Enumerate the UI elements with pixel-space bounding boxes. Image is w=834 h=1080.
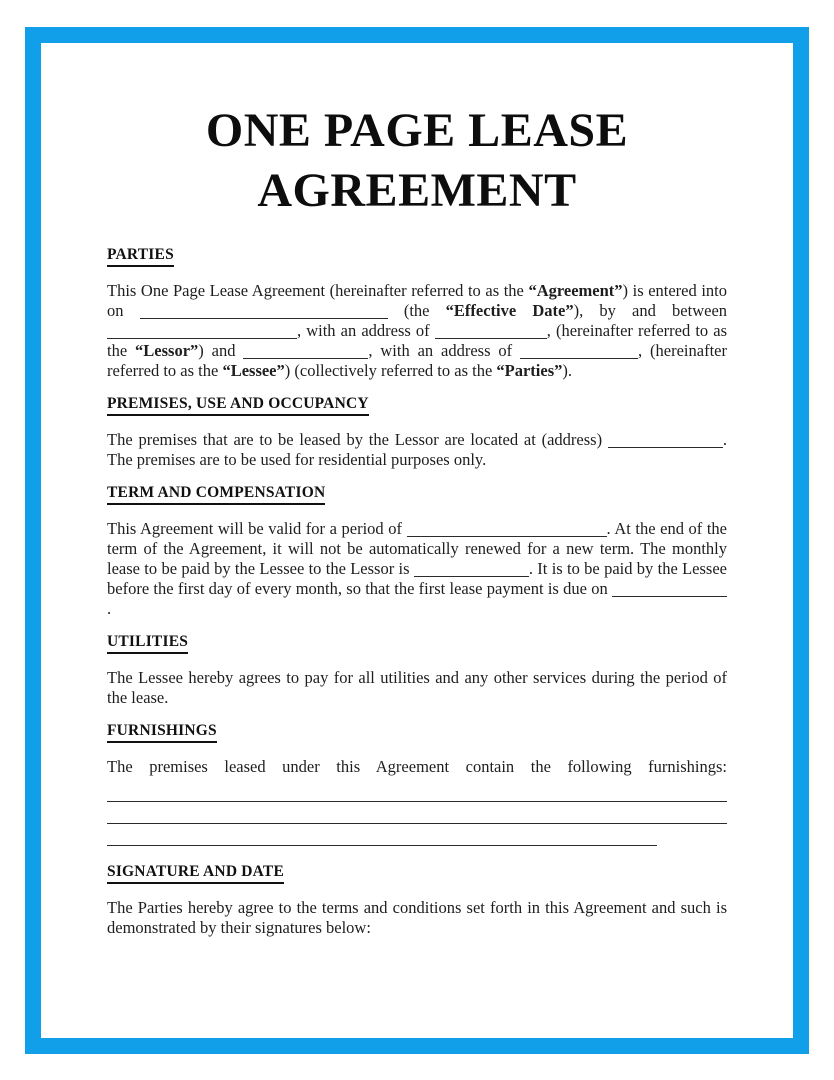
section-signature [107, 862, 727, 938]
fill-in-blank[interactable] [520, 346, 638, 359]
premises-paragraph: The premises that are to be leased by the Lessor are located at (address) . The premises are to be used for residential purposes only. [107, 430, 727, 469]
term-paragraph: This Agreement will be valid for a period of . At the end of the term of the Agreement, it will not be automatically renewed for a new term. The monthly lease to be paid by the Lessee to the Lessor is . It is to be paid by the Lessee before the first day of every month, so that the first lease payment is due on . [107, 519, 727, 618]
furnishings-write-in-lines [107, 790, 727, 846]
section-term [107, 483, 727, 619]
furnishings-paragraph: The premises leased under this Agreement contain the following furnishings: [107, 757, 727, 776]
section-heading-furnishings: FURNISHINGS [107, 721, 727, 743]
fill-in-blank[interactable] [608, 435, 723, 448]
furnishings-write-in-line[interactable] [107, 790, 727, 802]
section-premises [107, 394, 727, 470]
fill-in-blank[interactable] [140, 306, 388, 319]
section-furnishings [107, 721, 727, 846]
section-heading-term: TERM AND COMPENSATION [107, 483, 727, 505]
fill-in-blank[interactable] [107, 326, 297, 339]
section-utilities [107, 632, 727, 708]
furnishings-write-in-line[interactable] [107, 802, 727, 824]
section-heading-premises: PREMISES, USE AND OCCUPANCY [107, 394, 727, 416]
signature-paragraph: The Parties hereby agree to the terms and conditions set forth in this Agreement and such is demonstrated by their signatures below: [107, 898, 727, 937]
section-parties [107, 245, 727, 381]
fill-in-blank[interactable] [243, 346, 368, 359]
furnishings-write-in-line[interactable] [107, 824, 657, 846]
section-heading-utilities: UTILITIES [107, 632, 727, 654]
fill-in-blank[interactable] [612, 584, 727, 597]
fill-in-blank[interactable] [407, 524, 607, 537]
parties-paragraph: This One Page Lease Agreement (hereinafter referred to as the “Agreement”) is entered into on (the “Effective Date”), by and between , with an address of , (hereinafter referred to as the “Lessor”) and , with an address of , (hereinafter referred to as the “Lessee”) (collectively referred to as the “Parties”). [107, 281, 728, 380]
document-title [107, 101, 727, 221]
section-heading-signature: SIGNATURE AND DATE [107, 862, 727, 884]
fill-in-blank[interactable] [414, 564, 529, 577]
document-title-line1: ONE PAGE LEASE [205, 104, 629, 157]
utilities-paragraph: The Lessee hereby agrees to pay for all utilities and any other services during the period of the lease. [107, 668, 727, 707]
document-title-line2: AGREEMENT [257, 164, 577, 217]
fill-in-blank[interactable] [435, 326, 547, 339]
page-border-frame [25, 27, 809, 1054]
section-heading-parties: PARTIES [107, 245, 727, 267]
